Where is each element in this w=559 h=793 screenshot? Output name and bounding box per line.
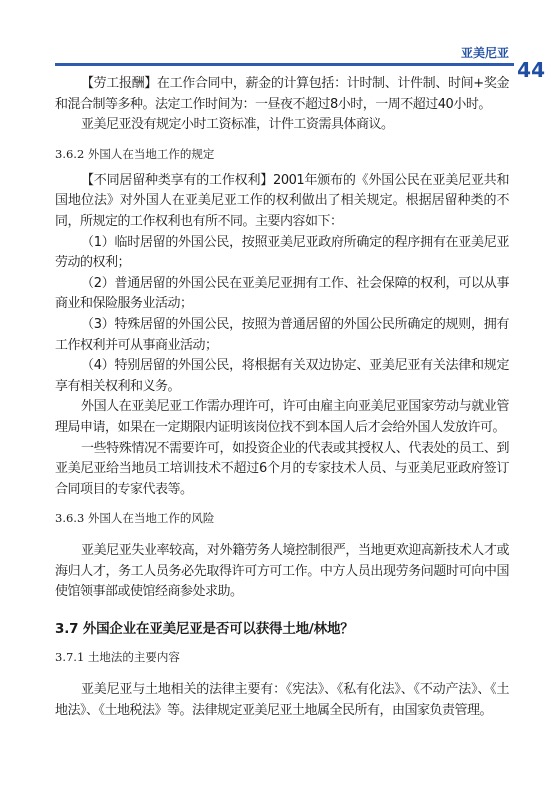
page-number: 44 <box>517 58 545 82</box>
list-item-3: （3）特殊居留的外国公民，按照为普通居留的外国公民所确定的规则，拥有工作权利并可从事商业活动； <box>55 316 509 353</box>
heading-3-6-2: 3.6.2 外国人在当地工作的规定 <box>55 146 215 161</box>
paragraph-risk: 亚美尼亚失业率较高，对外籍劳务人境控制很严，当地更欢迎高新技术人才或海归人才，务工人员务必先取得许可方可工作。中方人员出现劳务问题时可向中国使馆领事部或使馆经商参处求助。 <box>55 543 509 600</box>
header-country-label: 亚美尼亚 <box>460 46 509 60</box>
paragraph-labor-pay: 【劳工报酬】在工作合同中，薪金的计算包括：计时制、计件制、时间+奖金和混合制等多种。法定工作时间为：一昼夜不超过8小时，一周不超过40小时。 <box>55 76 509 112</box>
list-item-2: （2）普通居留的外国公民在亚美尼亚拥有工作、社会保障的权利，可以从事商业和保险服务业活动； <box>55 275 509 312</box>
heading-3-6-3: 3.6.3 外国人在当地工作的风险 <box>55 511 215 526</box>
paragraph-no-wage-standard: 亚美尼亚没有规定小时工资标准，计件工资需具体商议。 <box>81 117 394 133</box>
heading-3-7: 3.7 外国企业在亚美尼亚是否可以获得土地/林地？ <box>55 621 354 638</box>
heading-3-7-1: 3.7.1 土地法的主要内容 <box>55 650 180 665</box>
header-rule <box>55 63 514 66</box>
list-item-1: （1）临时居留的外国公民，按照亚美尼亚政府所确定的程序拥有在亚美尼亚劳动的权利； <box>55 234 509 271</box>
paragraph-exempt: 一些特殊情况不需要许可，如投资企业的代表或其授权人、代表处的员工、到亚美尼亚给当地员工培训技术不超过6个月的专家技术人员、与亚美尼亚政府签订合同项目的专家代表等。 <box>55 440 509 497</box>
paragraph-permit: 外国人在亚美尼亚工作需办理许可，许可由雇主向亚美尼亚国家劳动与就业管理局申请，如果在一定期限内证明该岗位找不到本国人后才会给外国人发放许可。 <box>55 399 509 435</box>
paragraph-rights-intro: 【不同居留种类享有的工作权利】2001年颁布的《外国公民在亚美尼亚共和国地位法》对外国人在亚美尼亚工作的权利做出了相关规定。根据居留种类的不同，所规定的工作权利也有所不同。主要内容如下： <box>55 172 509 229</box>
list-item-4: （4）特别居留的外国公民，将根据有关双边协定、亚美尼亚有关法律和规定享有相关权利和义务。 <box>55 358 509 394</box>
paragraph-land-law: 亚美尼亚与土地相关的法律主要有：《宪法》、《私有化法》、《不动产法》、《土地法》、《土地税法》等。法律规定亚美尼亚土地属全民所有，由国家负责管理。 <box>55 682 509 718</box>
page-body <box>55 74 509 721</box>
